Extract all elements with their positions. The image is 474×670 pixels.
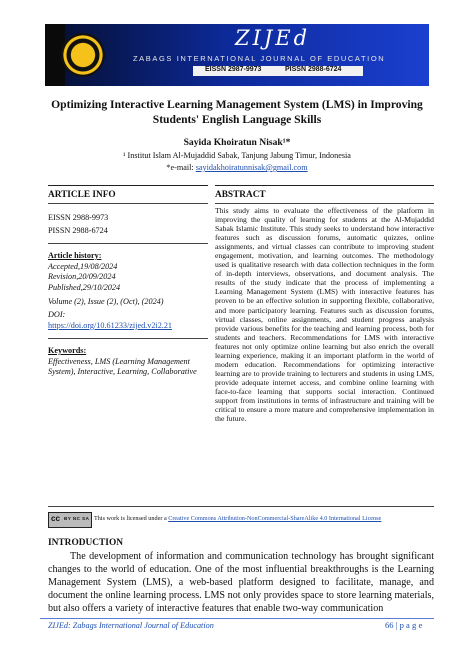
introduction-text	[48, 551, 434, 616]
abstract-rule	[215, 203, 434, 204]
eissn-line: EISSN 2988-9973	[48, 213, 109, 222]
introduction-paragraph: The development of information and communication technology has brought significant changes to the world of education. One of the most influential breakthroughs is the Learning Management System (LMS), a web-based platform designed to facilitate, manage, and document the online learning process. LMS not only provides space to store learning materials, but also offers a variety of interactive features that enable two-way communication	[48, 551, 434, 614]
banner-issn-bar	[193, 66, 363, 76]
paper-title: Optimizing Interactive Learning Management System (LMS) in Improving Students' English Language Skills	[51, 98, 423, 126]
abstract-top-rule	[215, 185, 434, 186]
author-email	[40, 163, 434, 172]
footer-rule	[40, 618, 434, 619]
article-info-heading: ARTICLE INFO	[48, 190, 116, 200]
cc-badge-terms: BY NC SA	[64, 516, 90, 521]
cc-badge-label: cc	[51, 514, 60, 523]
pissn-line: PISSN 2988-6724	[48, 226, 108, 235]
history-rule	[48, 243, 208, 244]
introduction-heading: INTRODUCTION	[48, 538, 124, 548]
license-link[interactable]: Creative Commons Attribution-NonCommercial-ShareAlike 4.0 International License	[168, 515, 382, 522]
article-info-top-rule	[48, 185, 208, 186]
volume-text: Volume (2), Issue (2), (Oct), (2024)	[48, 297, 164, 306]
author-name: Sayida Khoiratun Nisak¹*	[183, 137, 291, 148]
article-info-rule	[48, 203, 208, 204]
cc-license-icon	[48, 512, 92, 528]
keywords-text: Effectiveness, LMS (Learning Management System), Interactive, Learning, Collaborative	[48, 356, 197, 376]
keywords-block	[48, 346, 208, 378]
author-affiliation: ¹ Institut Islam Al-Mujaddid Sabak, Tanjung Jabung Timur, Indonesia	[123, 151, 351, 160]
published-date: Published,29/10/2024	[48, 282, 121, 292]
abstract-heading: ABSTRACT	[215, 190, 266, 200]
history-block	[48, 251, 208, 293]
journal-banner	[45, 24, 429, 86]
history-label: Article history:	[48, 251, 102, 260]
license-prefix: This work is licensed under a	[94, 515, 169, 522]
license-text	[94, 515, 381, 522]
revision-date: Revision,20/09/2024	[48, 272, 116, 281]
doi-label-row	[48, 310, 208, 321]
email-link[interactable]: sayidakhoiratunnisak@gmail.com	[195, 163, 308, 172]
doi-link[interactable]: https://doi.org/10.61233/zijed.v2i2.21	[48, 320, 173, 330]
doi-label: DOI:	[48, 310, 66, 319]
keywords-rule	[48, 338, 208, 339]
banner-pissn: PISSN 2988-6724	[285, 66, 342, 73]
footer-journal: ZIJEd: Zabags International Journal of Education	[48, 621, 214, 630]
journal-logo-icon	[61, 33, 105, 77]
doi-block	[48, 309, 208, 331]
banner-eissn: EISSN 2987-9973	[205, 66, 262, 73]
journal-brand: ZIJEd	[235, 26, 311, 50]
email-label: *e-mail:	[166, 163, 196, 172]
footer-page-number: 66 | p a g e	[385, 620, 423, 630]
keywords-label: Keywords:	[48, 346, 87, 355]
abstract-bottom-rule	[48, 506, 434, 507]
journal-subtitle: ZABAGS INTERNATIONAL JOURNAL OF EDUCATION	[133, 54, 386, 63]
accepted-date: Accepted,19/08/2024	[48, 261, 118, 271]
volume-line	[48, 297, 208, 308]
abstract-text: This study aims to evaluate the effectiveness of the platform in improving the quality of learning for students at the Al-Mujaddid Sabak Islamic Institute. This study seeks to understand how interactive features such as discussion forums, automatic quizzes, online assignments, and virtual classes can contribute to improving student engagement, motivation, and learning outcomes. The methodology used is qualitative research with data collection techniques in the form of in-depth interviews, observations, and document analysis. The results of the study indicate that the process of implementing a Learning Management System (LMS) with interactive features has proven to be an effective solution in supporting flexible, collaborative, and more participatory learning. Features such as discussion forums, virtual classes, online assignments, and student progress analysis provide various benefits for the teaching and learning process, both for students and teachers. Recommendations for LMS with interactive features not only optimize online learning but also enrich the overall learning experience, making it an important platform in the world of modern education. Recommendations for optimizing interactive learning are to provide training to lecturers and students in using LMS, provide adequate internet access, and combine online learning with face-to-face learning that supports social interaction. Continued support from institutions in terms of infrastructure and training will be critical to ensure a more mature and comprehensive implementation in the future.	[215, 206, 434, 424]
